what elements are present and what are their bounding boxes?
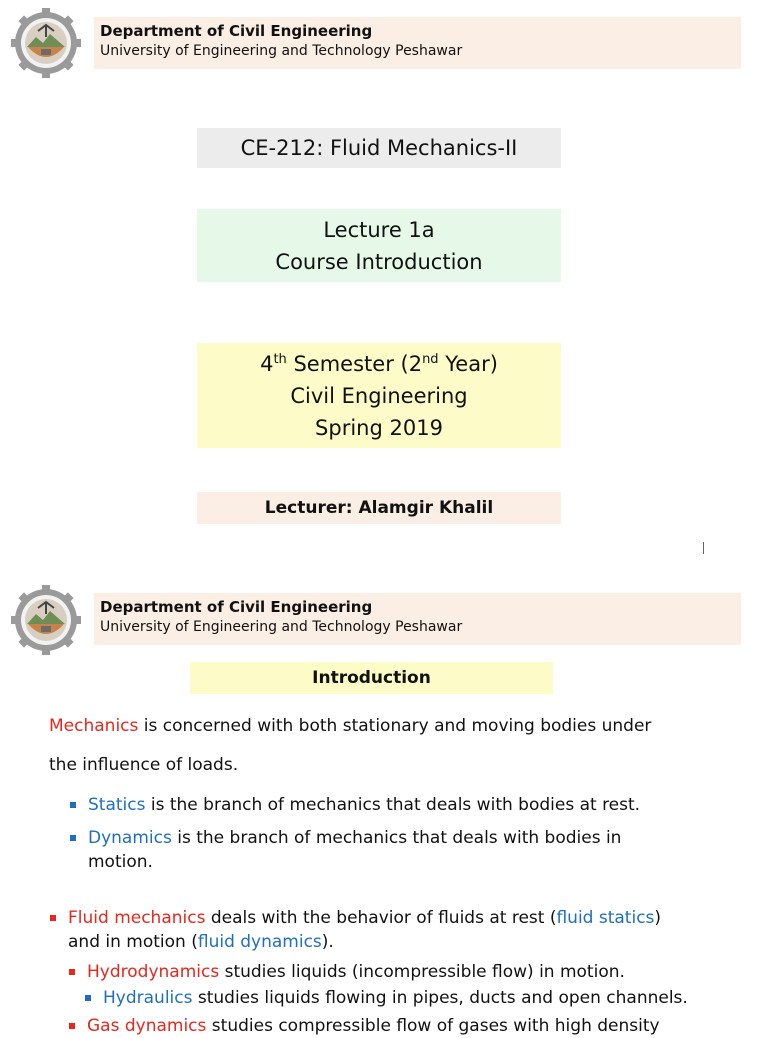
university-logo-icon <box>10 584 82 656</box>
list-item-hydraulics: Hydraulics studies liquids flowing in pipes, ducts and open channels. <box>85 986 765 1010</box>
term-fluid-dynamics: fluid dynamics <box>197 932 322 952</box>
lecturer-box: Lecturer: Alamgir Khalil <box>197 492 561 524</box>
semester-line: 4th Semester (2nd Year) <box>260 352 498 376</box>
square-bullet-icon <box>69 969 75 975</box>
header-band <box>94 593 741 645</box>
list-item-dynamics: Dynamics is the branch of mechanics that deals with bodies in motion. <box>70 826 750 874</box>
square-bullet-icon <box>70 835 76 841</box>
lecture-topic: Course Introduction <box>275 250 483 274</box>
text-cursor <box>703 542 704 554</box>
term-mechanics: Mechanics <box>49 716 139 736</box>
list-item-gas-dynamics: Gas dynamics studies compressible flow of gases with high density <box>69 1014 759 1038</box>
term-gas-dynamics: Gas dynamics <box>87 1016 207 1036</box>
university-logo-icon <box>10 7 82 79</box>
department-name: Department of Civil Engineering <box>100 22 373 40</box>
square-bullet-icon <box>50 915 56 921</box>
course-title: CE-212: Fluid Mechanics-II <box>197 128 561 168</box>
section-title: Introduction <box>190 662 553 694</box>
mechanics-paragraph: Mechanics is concerned with both stationary and moving bodies under <box>49 716 652 736</box>
term-fluid-statics: fluid statics <box>556 908 655 928</box>
lecture-box <box>197 209 561 282</box>
term-statics: Statics <box>88 795 146 815</box>
list-item-fluid-mechanics: Fluid mechanics deals with the behavior of fluids at rest (fluid statics) and in motion (fluid dynamics). <box>50 906 750 954</box>
mechanics-paragraph-line2: the influence of loads. <box>49 755 239 775</box>
term-hydrodynamics: Hydrodynamics <box>87 962 220 982</box>
term-hydraulics: Hydraulics <box>103 988 193 1008</box>
term-fluid-mechanics: Fluid mechanics <box>68 908 206 928</box>
university-name: University of Engineering and Technology Peshawar <box>100 43 463 59</box>
university-name: University of Engineering and Technology Peshawar <box>100 619 463 635</box>
term-dynamics: Dynamics <box>88 828 172 848</box>
header-band <box>94 17 741 69</box>
lecture-number: Lecture 1a <box>323 218 435 242</box>
list-item-hydrodynamics: Hydrodynamics studies liquids (incompressible flow) in motion. <box>69 960 759 984</box>
program-line: Civil Engineering <box>290 384 468 408</box>
square-bullet-icon <box>70 802 76 808</box>
term-line: Spring 2019 <box>315 416 443 440</box>
square-bullet-icon <box>85 995 91 1001</box>
department-name: Department of Civil Engineering <box>100 598 373 616</box>
semester-box <box>197 343 561 448</box>
slide-2 <box>0 578 768 1036</box>
list-item-statics: Statics is the branch of mechanics that deals with bodies at rest. <box>70 793 750 817</box>
